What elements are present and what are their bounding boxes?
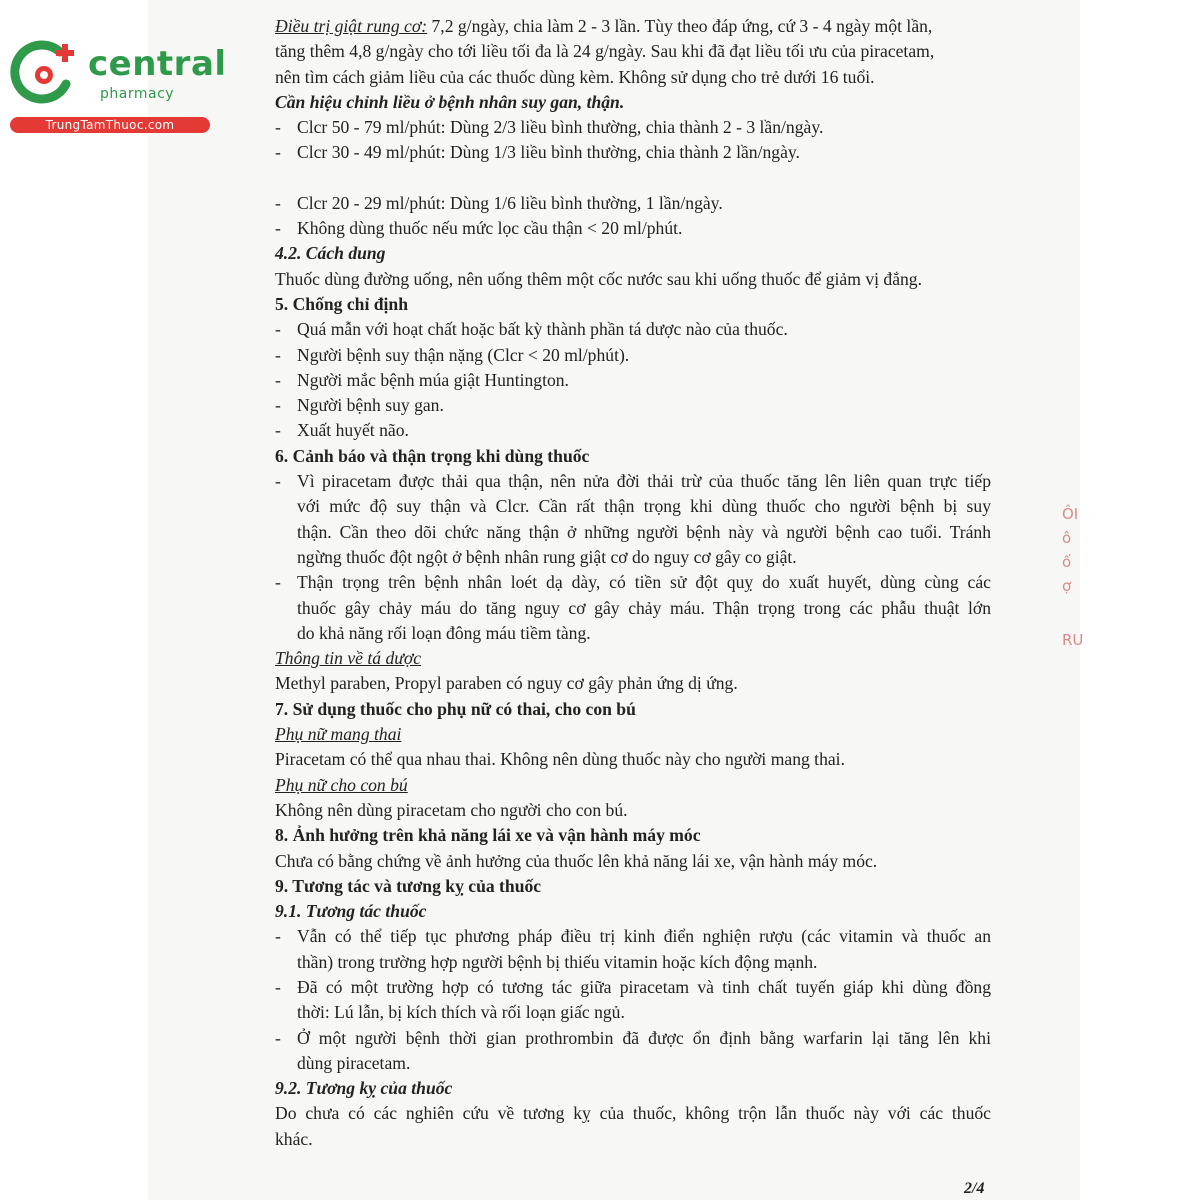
contraindication-item: - Người bệnh suy thận nặng (Clcr < 20 ml/phút). [275,344,630,365]
logo-website-badge: TrungTamThuoc.com [10,117,210,133]
section-4-2-heading: 4.2. Cách dung [275,243,386,264]
section-8-text: Chưa có bằng chứng về ảnh hưởng của thuốc lên khả năng lái xe, vận hành máy móc. [275,850,878,871]
renal-item: - Clcr 50 - 79 ml/phút: Dùng 2/3 liều bình thường, chia thành 2 - 3 lần/ngày. [275,117,824,138]
warning-item: - Thận trọng trên bệnh nhân loét dạ dày, có tiền sử đột quỵ do xuất huyết, dùng cùng các thuốc gây chảy máu do tăng nguy cơ gây chảy máu. Thận trọng trong các phẫu thuật lớn do khả năng rối loạn đông máu tiềm tàng. [275,572,991,643]
interaction-item: - Ở một người bệnh thời gian prothrombin đã được ổn định bằng warfarin lại tăng lên khi dùng piracetam. [275,1027,991,1073]
section-9-2-text-line-1: Do chưa có các nghiên cứu về tương kỵ của thuốc, không trộn lẫn thuốc này với các thuốc [275,1103,991,1124]
renal-item: - Không dùng thuốc nếu mức lọc cầu thận < 20 ml/phút. [275,218,683,239]
section-9-1-heading: 9.1. Tương tác thuốc [275,901,427,922]
section-5-heading: 5. Chống chỉ định [275,293,408,314]
contraindication-item: - Quá mẫn với hoạt chất hoặc bất kỳ thành phần tá dược nào của thuốc. [275,319,788,340]
warning-item: - Vì piracetam được thải qua thận, nên nửa đời thải trừ của thuốc tăng lên liên quan trực tiếp với mức độ suy thận và Clcr. Cần rất thận trọng khi dùng thuốc cho người bệnh bị suy thận. Cần theo dõi chức năng thận ở những người bệnh này và người bệnh cao tuổi. Tránh ngừng thuốc đột ngột ở bệnh nhân rung giật cơ do nguy cơ gây co giật. [275,471,991,567]
section-4-2-text: Thuốc dùng đường uống, nên uống thêm một cốc nước sau khi uống thuốc để giảm vị đắng. [275,268,922,289]
myoclonus-label: Điều trị giật rung cơ: [275,16,428,36]
section-9-2-heading: 9.2. Tương kỵ của thuốc [275,1078,453,1099]
contraindication-item: - Người bệnh suy gan. [275,395,444,416]
document-body [275,14,991,1152]
section-6-heading: 6. Cảnh báo và thận trọng khi dùng thuốc [275,445,590,466]
nursing-text: Không nên dùng piracetam cho người cho con bú. [275,799,628,820]
logo-sub-text: pharmacy [100,86,175,102]
myoclonus-text: 7,2 g/ngày, chia làm 2 - 3 lần. Tùy theo đáp ứng, cứ 3 - 4 ngày một lần, [427,16,933,36]
section-7-heading: 7. Sử dụng thuốc cho phụ nữ có thai, cho con bú [275,698,636,719]
section-8-heading: 8. Ảnh hưởng trên khả năng lái xe và vận hành máy móc [275,825,701,846]
interaction-item: - Vẫn có thể tiếp tục phương pháp điều trị kinh điển nghiện rượu (các vitamin và thuốc an thần) trong trường hợp người bệnh bị thiếu vitamin hoặc kích động mạnh. [275,926,991,972]
page-number: 2/4 [964,1180,985,1197]
renal-adjustment-heading: Cần hiệu chỉnh liều ở bệnh nhân suy gan, thận. [275,91,625,112]
section-9-heading: 9. Tương tác và tương kỵ của thuốc [275,875,542,896]
red-stamp-fragment: ÔI ô ố ợ RU [1062,505,1084,649]
interaction-item: - Đã có một trường hợp có tương tác giữa piracetam và tinh chất tuyến giáp khi dùng đồng thời: Lú lẫn, bị kích thích và rối loạn giấc ngủ. [275,976,991,1023]
logo-brand-text: central [88,44,227,84]
section-9-2-text-line-2: khác. [275,1128,313,1149]
pregnant-text: Piracetam có thể qua nhau thai. Không nên dùng thuốc này cho người mang thai. [275,749,845,770]
contraindication-item: - Xuất huyết não. [275,420,409,441]
nursing-heading: Phụ nữ cho con bú [275,774,408,795]
contraindication-item: - Người mắc bệnh múa giật Huntington. [275,369,569,390]
blank-line [275,166,991,191]
renal-item: - Clcr 30 - 49 ml/phút: Dùng 1/3 liều bình thường, chia thành 2 lần/ngày. [275,142,800,163]
paragraph-myoclonus-line-1 [275,14,991,39]
paragraph-myoclonus-line-2: tăng thêm 4,8 g/ngày cho tới liều tối đa là 24 g/ngày. Sau khi đã đạt liều tối ưu của piracetam, [275,41,935,62]
pregnant-heading: Phụ nữ mang thai [275,724,402,745]
excipient-heading: Thông tin về tá dược [275,648,422,669]
pharmacy-cross-icon [10,38,80,108]
renal-item: - Clcr 20 - 29 ml/phút: Dùng 1/6 liều bình thường, 1 lần/ngày. [275,192,723,213]
excipient-text: Methyl paraben, Propyl paraben có nguy cơ gây phản ứng dị ứng. [275,673,738,694]
central-pharmacy-logo [10,38,227,138]
paragraph-myoclonus-line-3: nên tìm cách giảm liều của các thuốc dùng kèm. Không sử dụng cho trẻ dưới 16 tuổi. [275,66,875,87]
